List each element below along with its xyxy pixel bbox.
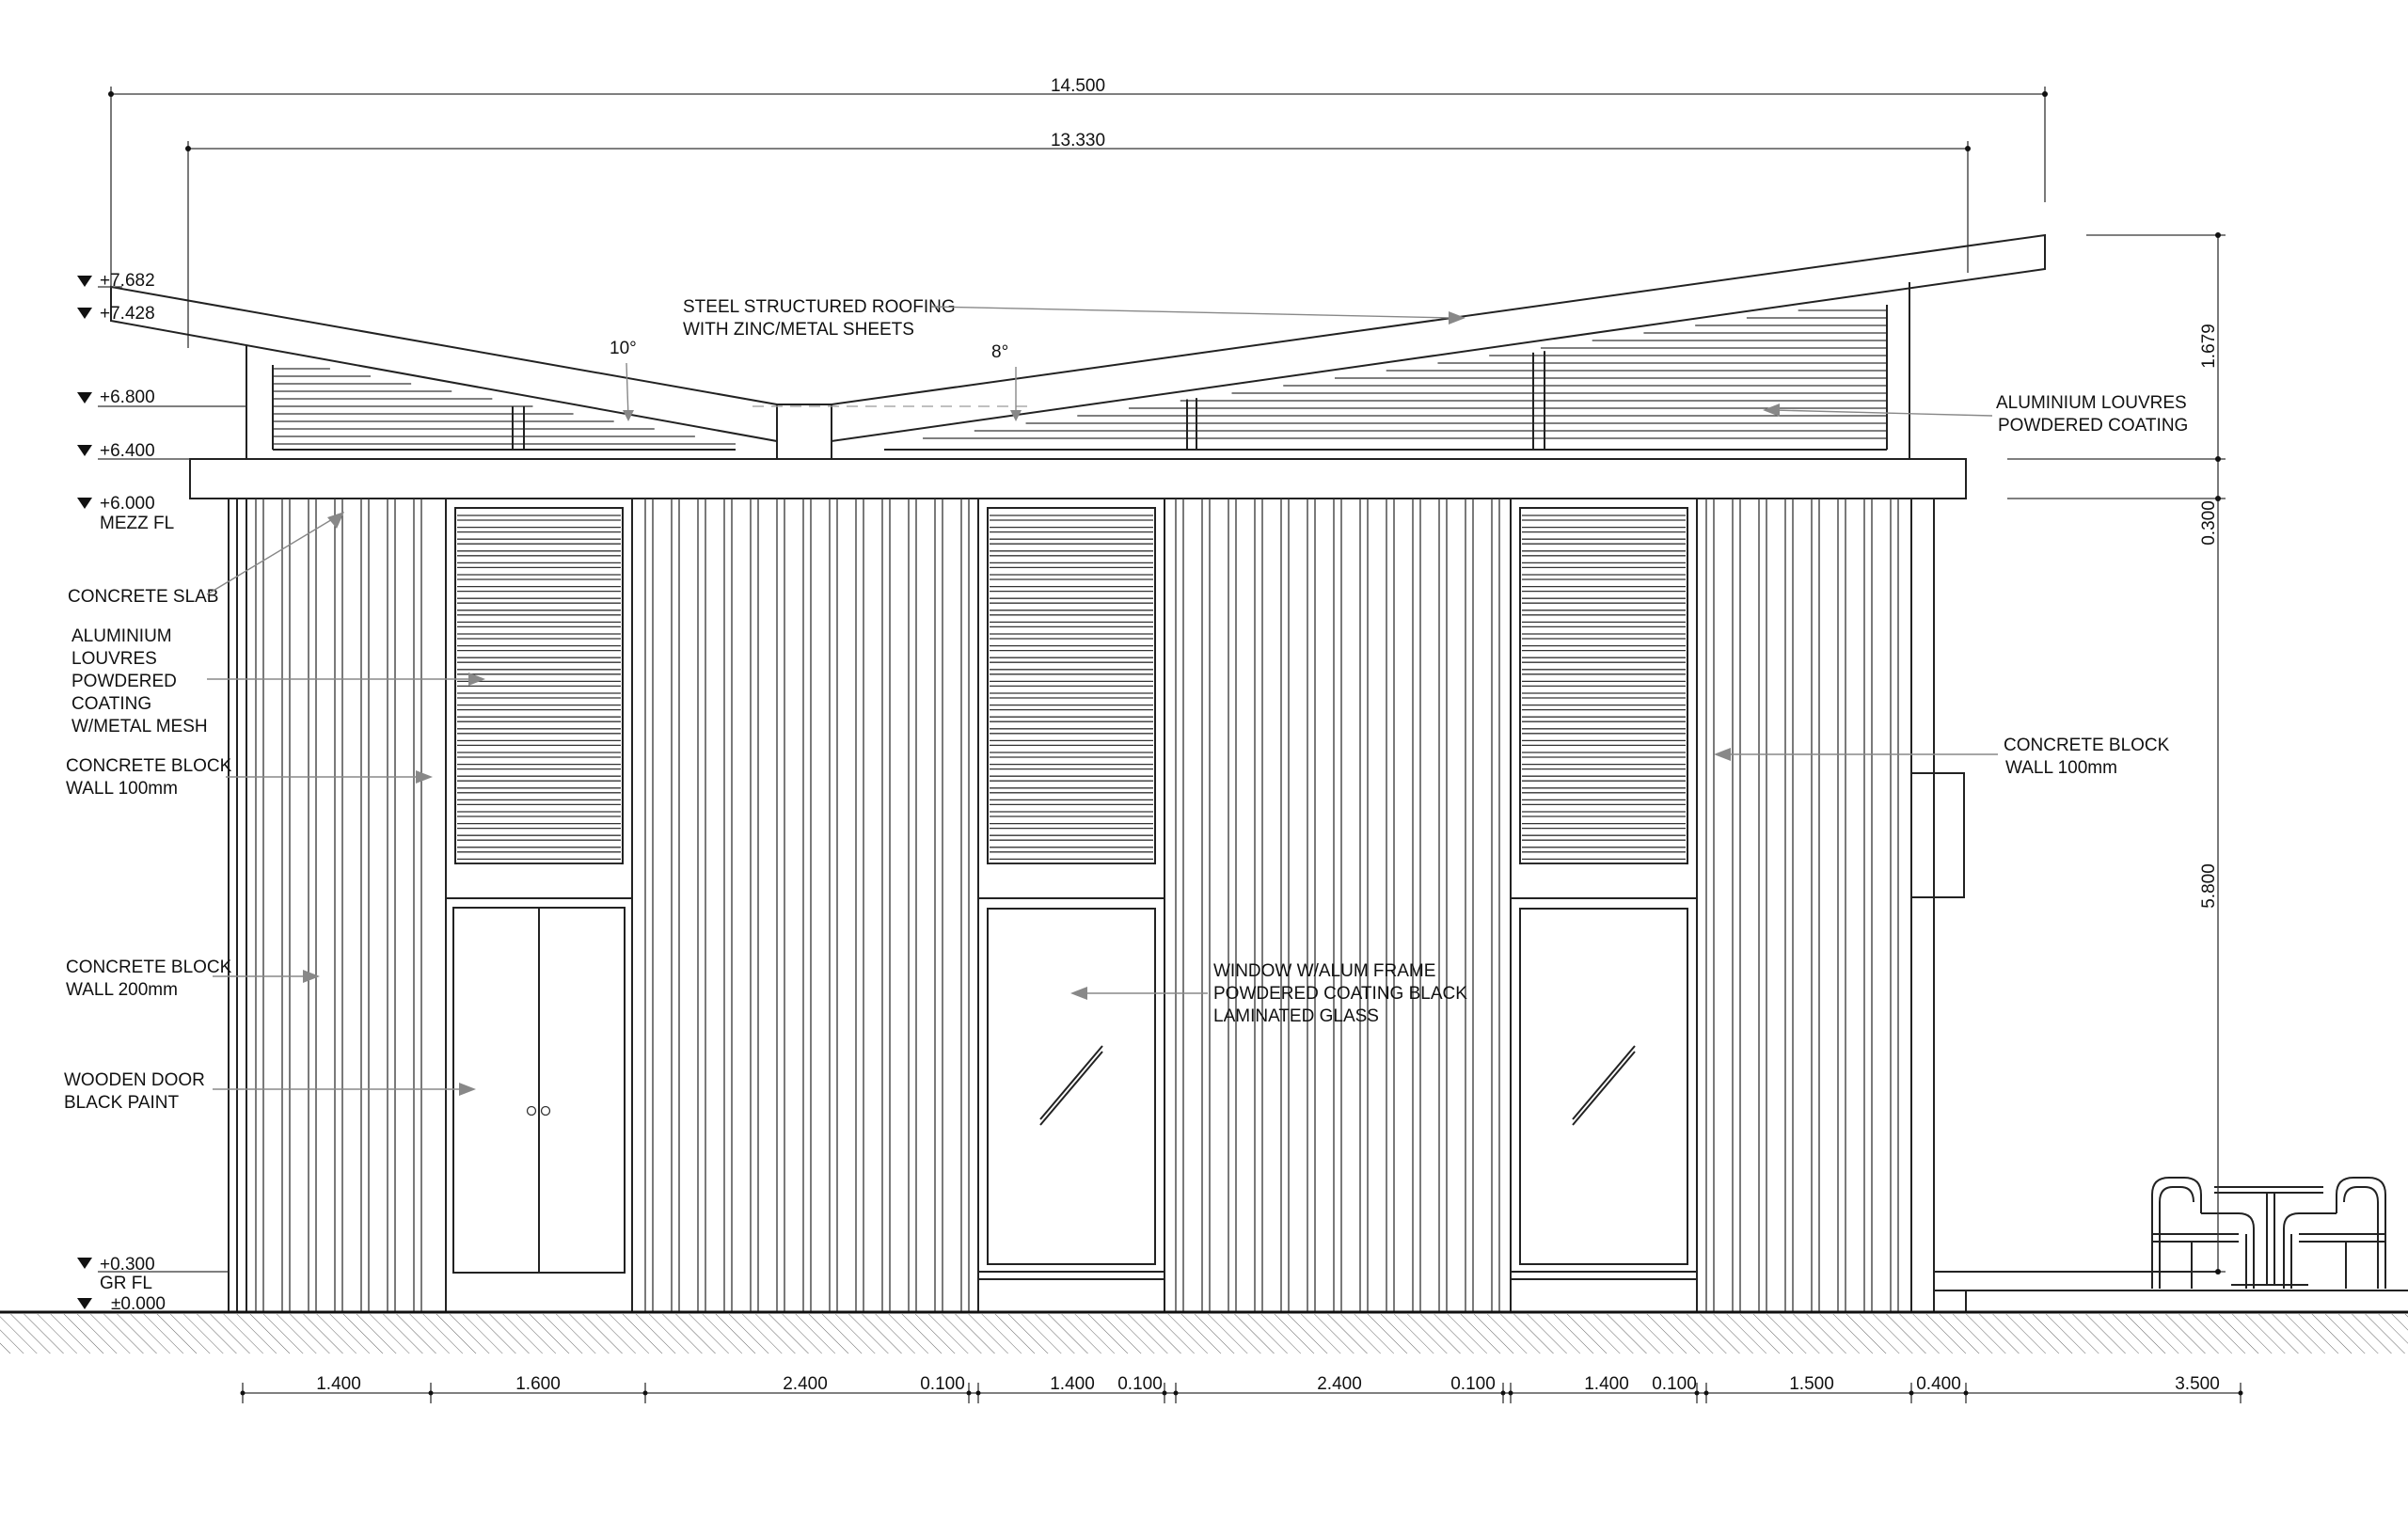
dim-tick-dot	[429, 1391, 434, 1396]
slab-note: CONCRETE SLAB	[68, 587, 219, 607]
total-width-dimension: 14.500	[1050, 76, 1106, 96]
bottom-dimension-label: 0.100	[1117, 1374, 1163, 1394]
dim-tick-dot	[1509, 1391, 1513, 1396]
dim-tick-dot	[2239, 1391, 2243, 1396]
level-7428: +7.428	[100, 304, 155, 324]
dim-wall-height: 5.800	[2199, 863, 2219, 909]
level-marker-icon	[77, 1258, 92, 1269]
alu-left-note-line4: COATING	[71, 694, 152, 714]
level-gr-label: GR FL	[100, 1274, 152, 1293]
alu-left-note-line1: ALUMINIUM	[71, 626, 172, 646]
bay-door	[446, 499, 632, 1312]
terrace-step	[1934, 1272, 2408, 1312]
level-mezz-label: MEZZ FL	[100, 514, 175, 533]
window-note-line1: WINDOW W/ALUM FRAME	[1213, 961, 1436, 981]
level-marker-icon	[77, 276, 92, 287]
wall-mounted-box	[1911, 773, 1964, 897]
cb100-left-note-line1: CONCRETE BLOCK	[66, 756, 232, 776]
left-gable-louvres	[273, 365, 736, 450]
bottom-dimension-label: 2.400	[1317, 1374, 1362, 1394]
dim-tick-dot	[1174, 1391, 1179, 1396]
level-6800: +6.800	[100, 388, 155, 407]
level-marker-icon	[77, 1298, 92, 1309]
cb100-left-note-line2: WALL 100mm	[66, 779, 178, 799]
dim-tick-dot	[643, 1391, 648, 1396]
level-7682: +7.682	[100, 271, 155, 291]
door-handle-left	[528, 1107, 536, 1116]
window-1-louvre-panel	[988, 508, 1155, 863]
dim-tick-dot	[1964, 1391, 1969, 1396]
level-marker-icon	[77, 445, 92, 456]
dim-tick-dot	[1501, 1391, 1506, 1396]
door-note-line1: WOODEN DOOR	[64, 1070, 205, 1090]
bottom-dimension-label: 0.100	[1450, 1374, 1496, 1394]
dim-slab-thickness: 0.300	[2199, 500, 2219, 546]
window-2-louvre-panel	[1520, 508, 1687, 863]
window-note-line2: POWDERED COATING BLACK	[1213, 984, 1467, 1004]
level-marker-icon	[77, 498, 92, 509]
roof-structure	[111, 235, 2045, 459]
vertical-cladding-slats	[256, 499, 1898, 1312]
cb200-note-line2: WALL 200mm	[66, 980, 178, 1000]
bottom-dimension-label: 0.100	[920, 1374, 965, 1394]
building-width-dimension: 13.330	[1050, 131, 1106, 150]
bay-window-1	[978, 499, 1164, 1312]
dim-tick-dot	[1704, 1391, 1709, 1396]
level-6400: +6.400	[100, 441, 155, 461]
cb200-note-line1: CONCRETE BLOCK	[66, 958, 232, 977]
cb100-right-note-line2: WALL 100mm	[2005, 758, 2117, 778]
mezzanine-slab	[190, 459, 1966, 499]
bay-window-2	[1511, 499, 1697, 1312]
roof-note-line2: WITH ZINC/METAL SHEETS	[683, 320, 914, 340]
door-note-line2: BLACK PAINT	[64, 1093, 180, 1113]
bottom-dimension-label: 1.400	[316, 1374, 361, 1394]
overall-dimension-lines	[108, 87, 2048, 348]
cb100-right-note-line1: CONCRETE BLOCK	[2004, 736, 2170, 755]
level-marker-icon	[77, 392, 92, 404]
bottom-dimension-label: 1.600	[515, 1374, 561, 1394]
bottom-dimension-label: 2.400	[783, 1374, 828, 1394]
bottom-dimension-label: 1.500	[1789, 1374, 1834, 1394]
alu-left-note-line5: W/METAL MESH	[71, 717, 208, 736]
bottom-dimension-chain	[241, 1374, 2243, 1403]
window-2-glass	[1520, 909, 1687, 1264]
alu-right-note-line2: POWDERED COATING	[1998, 416, 2189, 435]
angle-right: 8°	[991, 342, 1009, 362]
outdoor-table-and-chairs	[2152, 1178, 2385, 1290]
level-6000: +6.000	[100, 494, 155, 514]
level-0300: +0.300	[100, 1255, 155, 1275]
bottom-dimension-label: 0.400	[1916, 1374, 1961, 1394]
dim-roof-height: 1.679	[2199, 324, 2219, 369]
dim-tick-dot	[241, 1391, 246, 1396]
ground-hatch	[0, 1314, 2408, 1354]
facade-wall	[229, 499, 1934, 1312]
dim-tick-dot	[1909, 1391, 1914, 1396]
bottom-dimension-label: 0.100	[1652, 1374, 1697, 1394]
alu-left-note-line3: POWDERED	[71, 672, 177, 691]
angle-left: 10°	[610, 339, 637, 358]
door-louvre-panel	[455, 508, 623, 863]
bottom-dimension-label: 1.400	[1584, 1374, 1629, 1394]
alu-left-note-line2: LOUVRES	[71, 649, 157, 669]
dim-tick-dot	[976, 1391, 981, 1396]
window-1-glass	[988, 909, 1155, 1264]
level-0000: ±0.000	[111, 1294, 166, 1314]
dim-tick-dot	[1163, 1391, 1167, 1396]
level-marker-icon	[77, 308, 92, 319]
alu-right-note-line1: ALUMINIUM LOUVRES	[1996, 393, 2187, 413]
door-handle-right	[542, 1107, 550, 1116]
bottom-dimension-label: 3.500	[2175, 1374, 2220, 1394]
window-note-line3: LAMINATED GLASS	[1213, 1006, 1379, 1026]
dim-tick-dot	[967, 1391, 972, 1396]
roof-note-line1: STEEL STRUCTURED ROOFING	[683, 297, 956, 317]
bottom-dimension-label: 1.400	[1050, 1374, 1095, 1394]
